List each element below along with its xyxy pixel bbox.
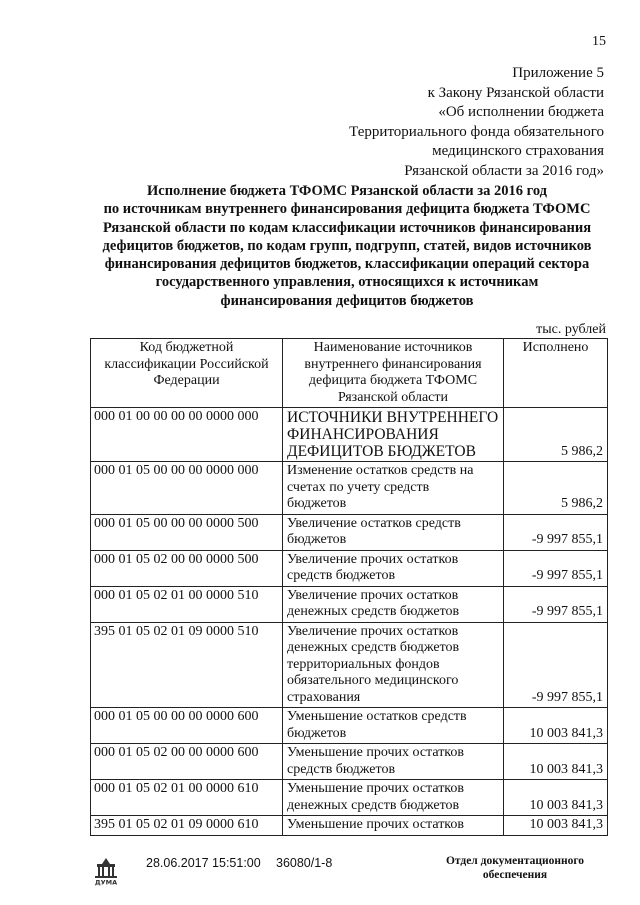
footer-date: 28.06.2017 15:51:00	[146, 856, 261, 870]
title-line: финансирования дефицитов бюджетов	[220, 292, 474, 309]
budget-table	[90, 338, 608, 836]
table-row	[91, 780, 608, 816]
row-code: 395 01 05 02 01 09 0000 510	[91, 622, 283, 708]
appendix-line: медицинского страхования	[432, 143, 604, 159]
row-name: Увеличение остатков средств бюджетов	[283, 514, 504, 550]
row-name: Уменьшение остатков средств бюджетов	[283, 708, 504, 744]
appendix-line: к Закону Рязанской области	[427, 84, 604, 101]
row-name: Увеличение прочих остатков денежных средств бюджетов территориальных фондов обязательного медицинского страхования	[283, 622, 504, 708]
title-line: государственного управления, относящихся к источникам	[155, 274, 539, 291]
title-line: по источникам внутреннего финансирования дефицита бюджета ТФОМС	[103, 201, 591, 218]
table-header-row	[91, 339, 608, 408]
appendix-line: Территориального фонда обязательного	[349, 123, 604, 140]
row-value: -9 997 855,1	[504, 514, 608, 550]
row-value: 10 003 841,3	[504, 780, 608, 816]
row-value: -9 997 855,1	[504, 622, 608, 708]
table-row	[91, 708, 608, 744]
header-executed: Исполнено	[504, 339, 608, 408]
dept-line: Отдел документационного	[445, 855, 585, 867]
header-code: Код бюджетной классификации Российской Федерации	[91, 339, 283, 408]
row-value: -9 997 855,1	[504, 550, 608, 586]
row-name: Увеличение прочих остатков средств бюджетов	[283, 550, 504, 586]
table-row	[91, 816, 608, 836]
appendix-line: Приложение 5	[512, 65, 604, 81]
footer-doc-number: 36080/1-8	[276, 856, 333, 870]
row-name: ИСТОЧНИКИ ВНУТРЕННЕГО ФИНАНСИРОВАНИЯ ДЕФИЦИТОВ БЮДЖЕТОВ	[283, 408, 504, 462]
table-row	[91, 622, 608, 708]
document-title	[80, 182, 614, 310]
header-name: Наименование источников внутреннего финансирования дефицита бюджета ТФОМС Рязанской области	[283, 339, 504, 408]
row-code: 000 01 00 00 00 00 0000 000	[91, 408, 283, 462]
row-code: 000 01 05 02 00 00 0000 600	[91, 744, 283, 780]
row-value: -9 997 855,1	[504, 586, 608, 622]
dept-line: обеспечения	[482, 869, 548, 881]
row-name: Изменение остатков средств на счетах по учету средств бюджетов	[283, 462, 504, 515]
row-name: Уменьшение прочих остатков	[283, 816, 504, 836]
row-code: 000 01 05 02 01 00 0000 610	[91, 780, 283, 816]
row-code: 000 01 05 02 00 00 0000 500	[91, 550, 283, 586]
footer-department	[440, 854, 590, 882]
row-value: 10 003 841,3	[504, 744, 608, 780]
row-value: 5 986,2	[504, 408, 608, 462]
title-line: Рязанской области по кодам классификации источников финансирования	[102, 219, 592, 236]
appendix-line: Рязанской области за 2016 год»	[404, 162, 604, 179]
title-line: Исполнение бюджета ТФОМС Рязанской области за 2016 год	[146, 183, 547, 199]
table-row	[91, 744, 608, 780]
duma-logo-icon	[92, 856, 120, 886]
row-code: 000 01 05 00 00 00 0000 600	[91, 708, 283, 744]
appendix-block	[349, 64, 604, 181]
table-row	[91, 586, 608, 622]
title-line: дефицитов бюджетов, по кодам групп, подгрупп, статей, видов источников	[102, 237, 592, 254]
row-name: Увеличение прочих остатков денежных средств бюджетов	[283, 586, 504, 622]
units-label: тыс. рублей	[536, 322, 606, 337]
table-row	[91, 514, 608, 550]
row-value: 5 986,2	[504, 462, 608, 515]
row-value: 10 003 841,3	[504, 816, 608, 836]
table-row	[91, 408, 608, 462]
logo-text: ДУМА	[94, 878, 118, 886]
row-value: 10 003 841,3	[504, 708, 608, 744]
row-code: 000 01 05 02 01 00 0000 510	[91, 586, 283, 622]
row-code: 395 01 05 02 01 09 0000 610	[91, 816, 283, 836]
row-code: 000 01 05 00 00 00 0000 500	[91, 514, 283, 550]
page-number: 15	[592, 34, 606, 49]
row-name: Уменьшение прочих остатков денежных средств бюджетов	[283, 780, 504, 816]
row-name: Уменьшение прочих остатков средств бюджетов	[283, 744, 504, 780]
table-row	[91, 550, 608, 586]
title-line: финансирования дефицитов бюджетов, классификации операций сектора	[104, 256, 590, 273]
table-row	[91, 462, 608, 515]
appendix-line: «Об исполнении бюджета	[438, 104, 604, 120]
row-code: 000 01 05 00 00 00 0000 000	[91, 462, 283, 515]
